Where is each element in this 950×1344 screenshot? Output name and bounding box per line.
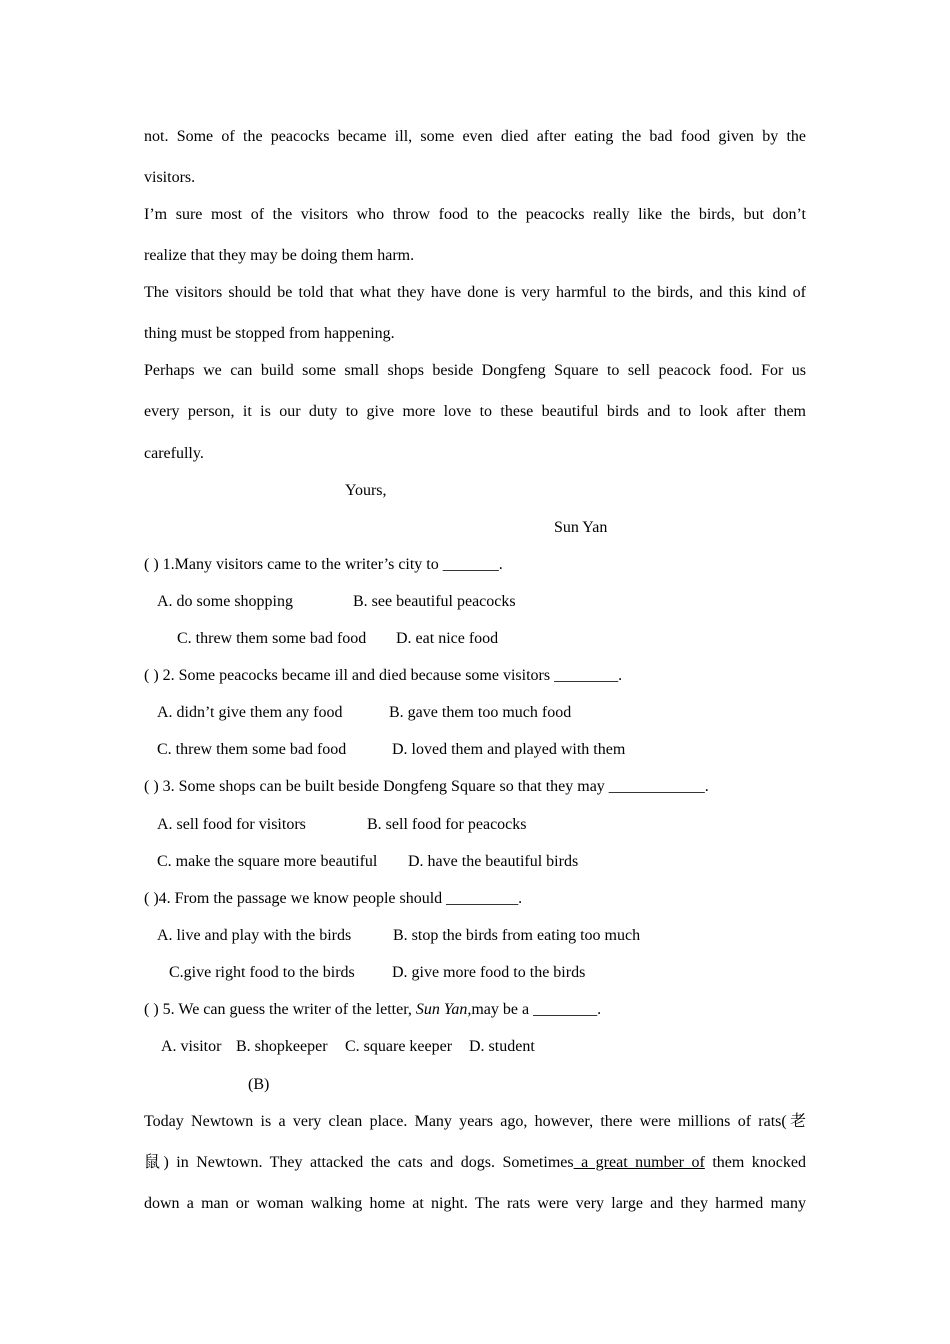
letter-paragraph-line: The visitors should be told that what they have done is very harmful to the birds, and this kind of — [144, 284, 806, 301]
option-d: D. have the beautiful birds — [408, 853, 579, 870]
question-stem: ( ) 2. Some peacocks became ill and died because some visitors ________. — [144, 667, 623, 684]
option-d: D. loved them and played with them — [392, 741, 626, 758]
option-b: B. sell food for peacocks — [367, 816, 527, 833]
question-stem-text: ( ) 5. We can guess the writer of the letter, — [144, 1001, 416, 1018]
letter-paragraph-line: carefully. — [144, 445, 204, 462]
passage-line: Today Newtown is a very clean place. Many years ago, however, there were millions of rats(老 — [144, 1113, 806, 1130]
option-a: A. didn’t give them any food — [157, 704, 343, 721]
option-a: A. do some shopping — [157, 593, 293, 610]
letter-paragraph-line: visitors. — [144, 169, 196, 186]
question-stem-name: Sun Yan, — [415, 1001, 472, 1018]
option-b: B. stop the birds from eating too much — [393, 927, 641, 944]
letter-paragraph-line: I’m sure most of the visitors who throw food to the peacocks really like the birds, but don’t — [144, 206, 806, 223]
question-stem: ( )4. From the passage we know people should _________. — [144, 890, 523, 907]
passage-text: them knocked — [704, 1154, 806, 1171]
letter-paragraph-line: every person, it is our duty to give more love to these beautiful birds and to look after them — [144, 403, 806, 420]
option-c: C.give right food to the birds — [169, 964, 355, 981]
passage-line — [144, 1153, 806, 1173]
question-stem: ( ) 3. Some shops can be built beside Dongfeng Square so that they may ____________. — [144, 778, 709, 795]
option-a: A. live and play with the birds — [157, 927, 352, 944]
option-d: D. give more food to the birds — [392, 964, 586, 981]
letter-paragraph-line: realize that they may be doing them harm. — [144, 247, 415, 264]
question-stem — [144, 1000, 806, 1020]
underlined-phrase: a great number of — [573, 1154, 705, 1171]
option-b: B. gave them too much food — [389, 704, 572, 721]
letter-signature: Sun Yan — [554, 519, 608, 536]
option-c: C. make the square more beautiful — [157, 853, 378, 870]
option-c: C. threw them some bad food — [177, 630, 367, 647]
letter-closing: Yours, — [345, 482, 387, 499]
passage-line: down a man or woman walking home at night. The rats were very large and they harmed many — [144, 1195, 806, 1212]
section-heading: (B) — [248, 1076, 270, 1093]
option-a: A. visitor — [161, 1038, 222, 1055]
question-stem-text: may be a ________. — [471, 1001, 602, 1018]
option-c: C. threw them some bad food — [157, 741, 347, 758]
letter-paragraph-line: not. Some of the peacocks became ill, some even died after eating the bad food given by the — [144, 128, 806, 145]
passage-text: 鼠) in Newtown. They attacked the cats and dogs. Sometimes — [144, 1154, 574, 1171]
option-d: D. eat nice food — [396, 630, 499, 647]
question-stem: ( ) 1.Many visitors came to the writer’s city to _______. — [144, 556, 503, 573]
option-b: B. see beautiful peacocks — [353, 593, 516, 610]
option-a: A. sell food for visitors — [157, 816, 306, 833]
letter-paragraph-line: Perhaps we can build some small shops beside Dongfeng Square to sell peacock food. For us — [144, 362, 806, 379]
option-d: D. student — [469, 1038, 535, 1055]
letter-paragraph-line: thing must be stopped from happening. — [144, 325, 395, 342]
option-c: C. square keeper — [345, 1038, 453, 1055]
option-b: B. shopkeeper — [236, 1038, 328, 1055]
